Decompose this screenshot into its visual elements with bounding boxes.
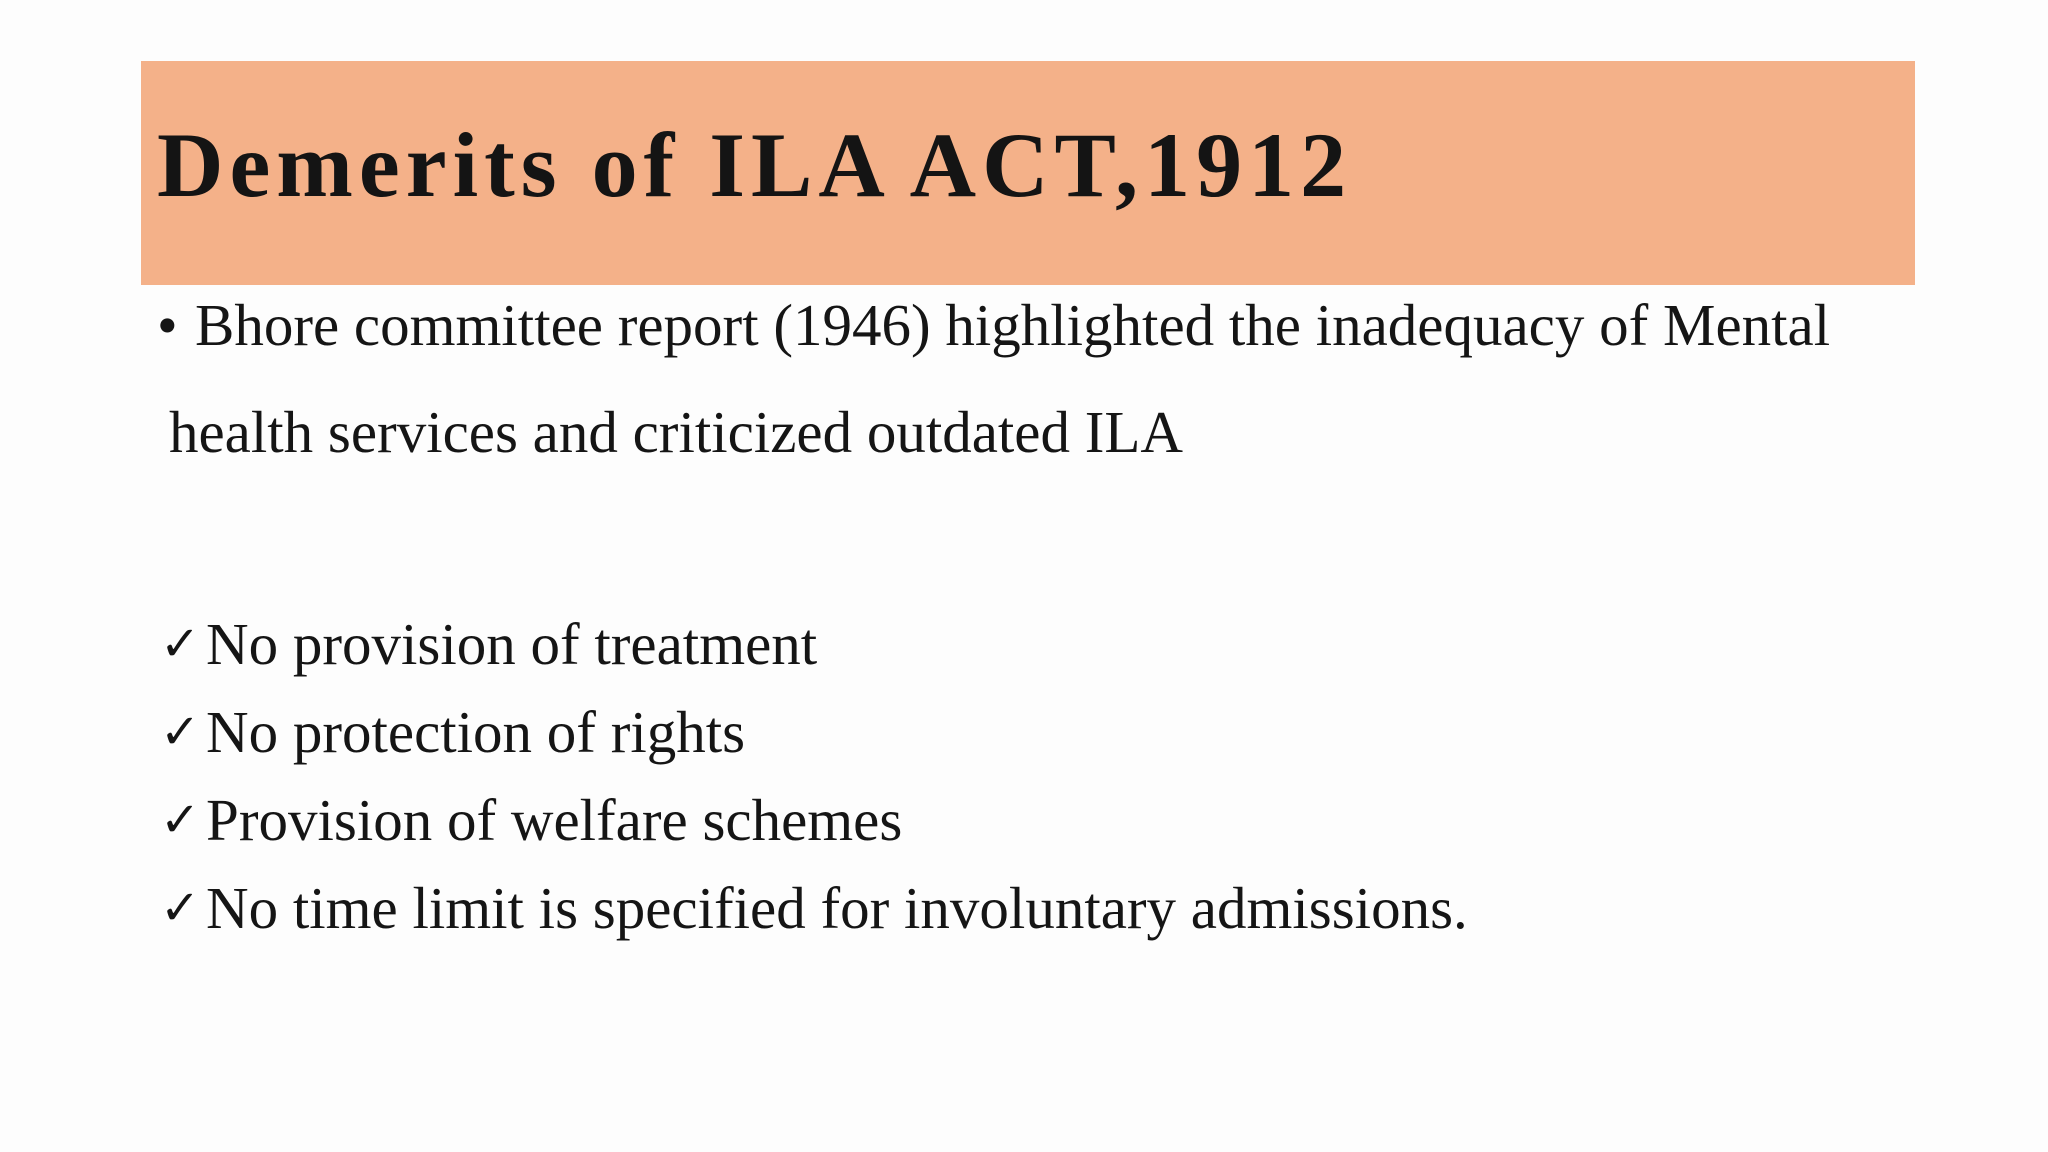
- bullet-paragraph: [157, 292, 1917, 465]
- bullet-icon: •: [157, 292, 178, 358]
- check-item-text: No protection of rights: [206, 699, 746, 765]
- bullet-line-first: [157, 292, 1917, 358]
- check-list-item: [160, 874, 1468, 962]
- check-icon: ✓: [160, 792, 201, 848]
- check-list: [160, 610, 1468, 962]
- check-icon: ✓: [160, 616, 201, 672]
- check-list-item: [160, 698, 1468, 786]
- bullet-text-line-2: health services and criticized outdated ILA: [169, 399, 1184, 465]
- check-list-item: [160, 610, 1468, 698]
- check-item-text: No time limit is specified for involuntary admissions.: [206, 875, 1468, 941]
- check-list-item: [160, 786, 1468, 874]
- bullet-text-line-1: Bhore committee report (1946) highlighted the inadequacy of Mental: [195, 292, 1831, 358]
- title-band: [141, 61, 1915, 285]
- slide-title: Demerits of ILA ACT,1912: [157, 114, 1353, 216]
- check-item-text: No provision of treatment: [206, 611, 818, 677]
- check-item-text: Provision of welfare schemes: [206, 787, 903, 853]
- check-icon: ✓: [160, 880, 201, 936]
- check-icon: ✓: [160, 704, 201, 760]
